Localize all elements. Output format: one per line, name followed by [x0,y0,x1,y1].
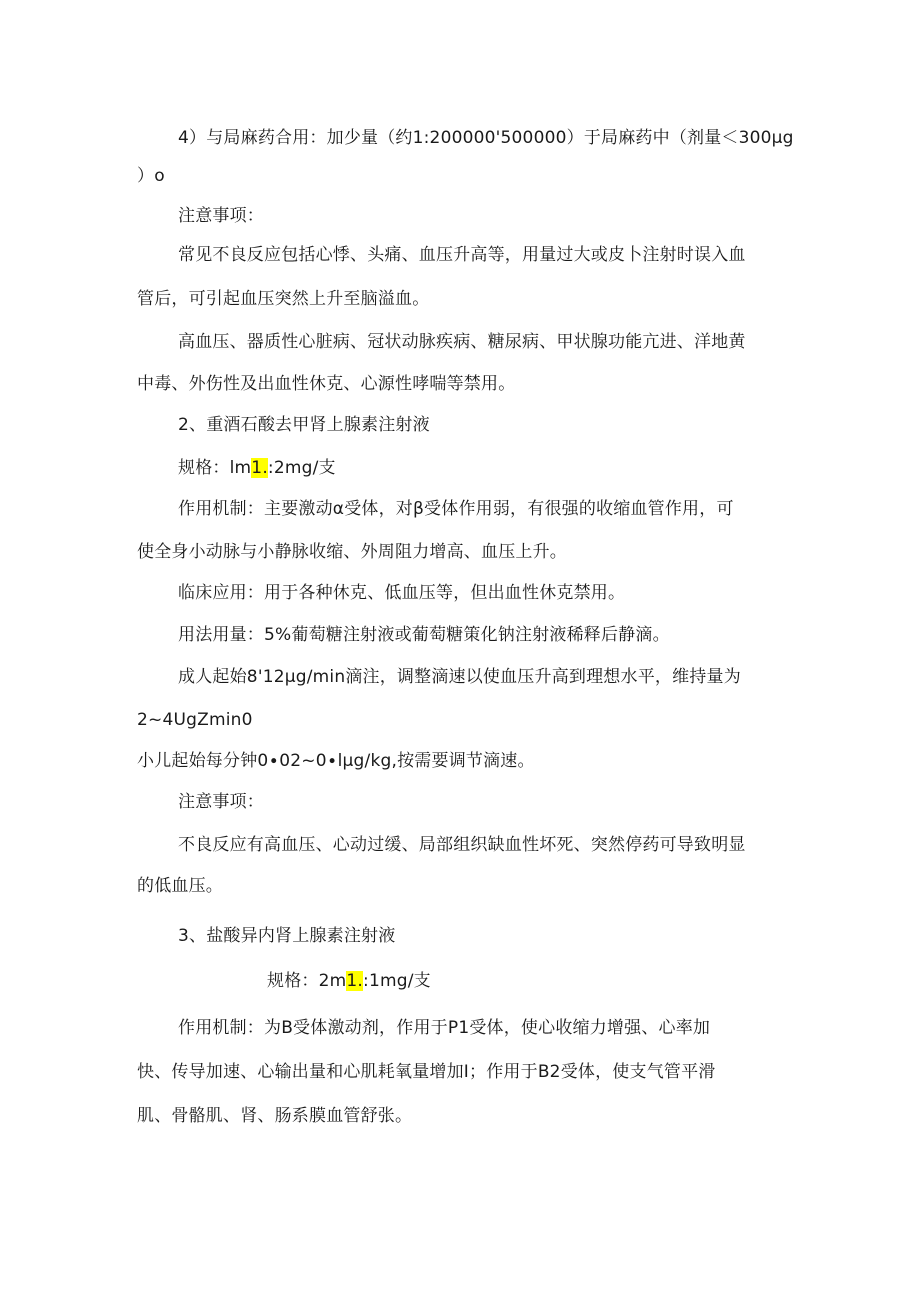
spec-value-3: :1mg∕支 [363,971,431,991]
clinical-use-2: 临床应用：用于各种休克、低血压等，但出血性休克禁用。 [178,583,626,603]
mechanism-3-line-2: 快、传导加速、心输出量和心肌耗氧量增加I；作用于B2受体，使支气管平滑 [137,1062,716,1082]
mechanism-2-line-1: 作用机制：主要激动α受体，对β受体作用弱，有很强的收缩血管作用，可 [178,499,734,519]
usage-dosage-2: 用法用量：5%葡萄糖注射液或葡萄糖策化钠注射液稀释后静滴。 [178,625,670,645]
contraindication-line-1: 高血压、器质性心脏病、冠状动脉疾病、糖尿病、甲状腺功能亢进、洋地黄 [178,332,746,352]
drug-heading-3: 3、盐酸异内肾上腺素注射液 [178,926,396,946]
notice-heading-2: 注意事项： [178,792,264,812]
adverse-2-line-1: 不良反应有高血压、心动过缓、局部组织缺血性坏死、突然停药可导致明显 [178,835,746,855]
epinephrine-usage-line-2: ）o [137,166,165,186]
mechanism-3-line-1: 作用机制：为B受体激动剂，作用于P1受体，使心收缩力增强、心率加 [178,1018,711,1038]
spec-line-2 [178,456,336,480]
spec-value-2: :2mg∕支 [267,458,336,478]
spec-label-3: 规格：2m [267,971,347,991]
adverse-reaction-line-1: 常见不良反应包括心悸、头痛、血压升高等，用量过大或皮卜注射时误入血 [178,245,746,265]
child-dose: 小儿起始每分钟0∙02~0∙lμg∕kg,按需要调节滴速。 [137,751,535,771]
contraindication-line-2: 中毒、外伤性及出血性休克、心源性哮喘等禁用。 [137,374,516,394]
notice-heading-1: 注意事项： [178,206,264,226]
spec-highlight-2: 1. [251,458,268,478]
mechanism-3-line-3: 肌、骨骼肌、肾、肠系膜血管舒张。 [137,1106,413,1126]
spec-highlight-3: 1. [346,971,364,991]
spec-line-3 [267,969,431,993]
epinephrine-usage-line-1: 4）与局麻药合用：加少量（约1:200000'500000）于局麻药中（剂量＜300μg [178,128,794,148]
adult-dose-line-2: 2~4UgZmin0 [137,710,253,730]
adverse-2-line-2: 的低血压。 [137,876,223,896]
adverse-reaction-line-2: 管后，可引起血压突然上升至脑溢血。 [137,289,430,309]
spec-label-2: 规格：lm [178,458,252,478]
mechanism-2-line-2: 使全身小动脉与小静脉收缩、外周阻力增高、血压上升。 [137,542,567,562]
drug-heading-2: 2、重酒石酸去甲肾上腺素注射液 [178,415,430,435]
adult-dose-line-1: 成人起始8'12μg∕min滴注，调整滴速以使血压升高到理想水平，维持量为 [178,667,741,687]
